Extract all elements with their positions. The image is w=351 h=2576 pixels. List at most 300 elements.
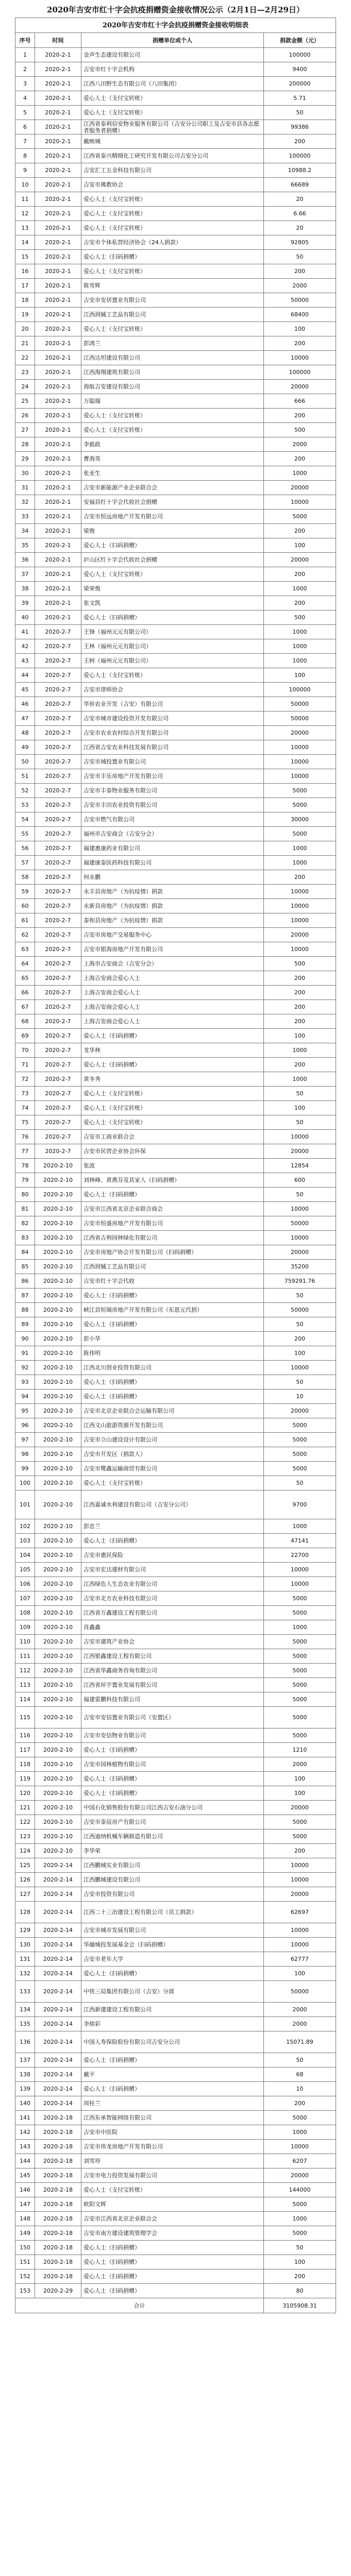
row-number: 2 [15,62,35,77]
table-row [15,683,336,697]
row-date: 2020-2-10 [35,1692,81,1707]
row-amount: 5000 [264,2226,336,2241]
row-donor: 吉安市老年大学 [81,1952,264,1967]
row-donor: 江西鹏城建设有限公司 [81,1873,264,1887]
table-row [15,1188,336,1202]
row-amount: 99386 [264,120,336,134]
row-date: 2020-2-10 [35,1844,81,1858]
row-number: 6 [15,120,35,134]
table-row [15,394,336,409]
row-date: 2020-2-10 [35,1303,81,1317]
table-row [15,1692,336,1707]
row-number: 111 [15,1649,35,1664]
row-donor: 福建康泰医药科技有限公司 [81,856,264,870]
row-amount: 200 [264,567,336,582]
row-donor: 吉安市丰乐房地产开发有限公司 [81,769,264,784]
row-amount: 100000 [264,683,336,697]
row-date: 2020-2-14 [35,1981,81,2003]
row-donor: 张亚生 [81,466,264,481]
row-number: 144 [15,2154,35,2168]
table-row [15,625,336,639]
row-date: 2020-2-1 [35,582,81,596]
row-amount: 50 [264,2241,336,2255]
row-date: 2020-2-14 [35,2031,81,2053]
row-number: 108 [15,1606,35,1620]
row-date: 2020-2-7 [35,1101,81,1115]
table-row [15,1772,336,1786]
row-amount: 200 [264,1000,336,1014]
row-number: 75 [15,1115,35,1130]
row-date: 2020-2-14 [35,1858,81,1873]
row-amount: 100 [264,1029,336,1043]
row-date: 2020-2-10 [35,1476,81,1490]
row-amount: 2000 [264,279,336,293]
row-amount: 5000 [264,1447,336,1462]
table-row [15,1274,336,1289]
header-date: 时间 [35,33,81,48]
row-date: 2020-2-7 [35,957,81,971]
row-donor: 李毅政 [81,437,264,452]
row-donor: 吉安市银海房地产开发有限公司 [81,942,264,957]
row-number: 152 [15,2269,35,2284]
row-donor: 爱心人士（扫码捐赠） [81,1534,264,1548]
row-amount: 10000 [264,2140,336,2154]
row-number: 124 [15,1844,35,1858]
row-donor: 吉安市恒远房地产开发有限公司 [81,510,264,524]
row-date: 2020-2-7 [35,986,81,1000]
row-donor: 彭忠兰 [81,1519,264,1534]
table-row [15,1757,336,1772]
row-number: 31 [15,481,35,495]
table-row [15,1967,336,1981]
row-date: 2020-2-18 [35,2269,81,2284]
table-row [15,611,336,625]
row-donor: 爱心人士（扫码捐赠） [81,2241,264,2255]
row-number: 66 [15,986,35,1000]
row-number: 138 [15,2067,35,2082]
row-number: 38 [15,582,35,596]
table-row [15,106,336,120]
row-number: 28 [15,437,35,452]
row-number: 24 [15,380,35,394]
row-amount: 1210 [264,1743,336,1757]
row-date: 2020-2-10 [35,1815,81,1829]
row-number: 95 [15,1404,35,1418]
row-amount: 12854 [264,1159,336,1173]
row-donor: 吉安市恒盛房地产开发有限公司 [81,1216,264,1231]
table-row [15,308,336,322]
row-amount: 5000 [264,2111,336,2125]
row-number: 125 [15,1858,35,1873]
row-date: 2020-2-7 [35,668,81,683]
row-date: 2020-2-14 [35,1887,81,1902]
row-donor: 爱心人士（扫码捐赠） [81,2269,264,2284]
row-number: 117 [15,1743,35,1757]
row-number: 136 [15,2031,35,2053]
table-row [15,726,336,740]
row-number: 135 [15,2017,35,2031]
row-amount: 1000 [264,625,336,639]
table-row [15,1245,336,1260]
row-amount: 10000 [264,769,336,784]
row-donor: 金声生态建设有限公司 [81,48,264,62]
row-amount: 200 [264,971,336,986]
table-row [15,2111,336,2125]
row-date: 2020-2-10 [35,1649,81,1664]
row-amount: 68400 [264,308,336,322]
table-row [15,336,336,351]
row-donor: 江西新建建设工程有限公司 [81,2003,264,2017]
row-amount: 5000 [264,827,336,841]
row-number: 130 [15,1938,35,1952]
row-donor: 张文凯 [81,596,264,611]
row-date: 2020-2-7 [35,928,81,942]
row-number: 85 [15,1260,35,1274]
row-amount: 1000 [264,2125,336,2140]
row-donor: 江西润铖工艺品有限公司 [81,1260,264,1274]
row-donor: 爱心人士（扫码捐赠） [81,611,264,625]
row-donor: 江西海翔建筑有限公司 [81,365,264,380]
row-date: 2020-2-10 [35,1462,81,1476]
table-row [15,1130,336,1144]
row-number: 101 [15,1490,35,1519]
header-amount: 捐款金额（元） [264,33,336,48]
row-date: 2020-2-14 [35,1952,81,1967]
row-number: 80 [15,1188,35,1202]
row-date: 2020-2-10 [35,1801,81,1815]
table-row [15,899,336,913]
table-row [15,1000,336,1014]
row-amount: 10000 [264,755,336,769]
row-amount: 6.66 [264,207,336,221]
row-amount: 1000 [264,1043,336,1058]
row-date: 2020-2-7 [35,784,81,798]
row-amount: 1000 [264,2212,336,2226]
row-amount: 50 [264,1115,336,1130]
table-row [15,2125,336,2140]
row-donor: 吉安市安信物业有限公司 [81,1728,264,1743]
table-row [15,524,336,538]
row-amount: 66689 [264,178,336,192]
table-body [15,18,336,2313]
row-amount: 100 [264,1346,336,1361]
row-donor: 江西省万鑫建设工程有限公司 [81,1606,264,1620]
table-row [15,322,336,336]
table-row [15,1389,336,1404]
row-date: 2020-2-7 [35,1072,81,1087]
row-number: 122 [15,1815,35,1829]
row-date: 2020-2-7 [35,740,81,755]
row-date: 2020-2-10 [35,1173,81,1188]
table-row [15,423,336,437]
row-number: 99 [15,1462,35,1476]
row-number: 59 [15,885,35,899]
row-amount: 100 [264,1772,336,1786]
row-amount: 10 [264,2082,336,2096]
row-amount: 2000 [264,1757,336,1772]
table-row [15,2140,336,2154]
row-date: 2020-2-1 [35,437,81,452]
row-donor: 爱心人士（扫码捐赠） [81,1375,264,1389]
row-number: 67 [15,1000,35,1014]
row-number: 74 [15,1101,35,1115]
row-donor: 永新县房地产（为抗疫情）捐款 [81,899,264,913]
row-number: 49 [15,740,35,755]
row-number: 13 [15,221,35,235]
row-number: 9 [15,163,35,178]
row-number: 35 [15,538,35,553]
table-row [15,1873,336,1887]
table-row [15,2269,336,2284]
row-date: 2020-2-14 [35,2017,81,2031]
row-donor: 江西文山旅游资源开发有限公司 [81,1418,264,1433]
row-amount: 10000 [264,1130,336,1144]
row-date: 2020-2-7 [35,899,81,913]
row-donor: 吉安市安居置业有限公司 [81,293,264,308]
row-date: 2020-2-1 [35,207,81,221]
table-row [15,1043,336,1058]
row-date: 2020-2-7 [35,1115,81,1130]
row-amount: 5000 [264,1664,336,1678]
row-number: 102 [15,1519,35,1534]
row-number: 147 [15,2197,35,2212]
row-number: 116 [15,1728,35,1743]
row-amount: 5000 [264,784,336,798]
row-number: 97 [15,1433,35,1447]
row-amount: 10000 [264,495,336,510]
row-date: 2020-2-10 [35,1433,81,1447]
table-row [15,1844,336,1858]
row-amount: 5000 [264,1728,336,1743]
table-row [15,1801,336,1815]
row-date: 2020-2-1 [35,149,81,163]
row-date: 2020-2-10 [35,1375,81,1389]
row-amount: 50000 [264,711,336,726]
row-number: 11 [15,192,35,207]
row-amount: 5.71 [264,91,336,106]
row-amount: 10000 [264,1563,336,1577]
row-amount: 1000 [264,466,336,481]
row-number: 145 [15,2168,35,2183]
row-date: 2020-2-1 [35,48,81,62]
row-donor: 梁俊 [81,524,264,538]
row-amount: 10000 [264,740,336,755]
row-donor: 吉安市北方农业科技有限公司 [81,1591,264,1606]
row-donor: 吉安市开发区（捐款人） [81,1447,264,1462]
table-row [15,437,336,452]
row-number: 52 [15,784,35,798]
row-number: 107 [15,1591,35,1606]
row-donor: 吉安市伟龙房地产开发有限公司 [81,2140,264,2154]
row-date: 2020-2-1 [35,538,81,553]
row-amount: 10000 [264,351,336,365]
row-donor: 爱心人士（支付宝转账） [81,1115,264,1130]
row-donor: 爱心人士（支付宝转账） [81,567,264,582]
row-number: 121 [15,1801,35,1815]
table-row [15,466,336,481]
row-amount: 20000 [264,481,336,495]
table-row [15,1216,336,1231]
row-amount: 50 [264,106,336,120]
row-donor: 李熔彩 [81,2017,264,2031]
row-amount: 10000 [264,1577,336,1591]
table-row [15,2053,336,2067]
row-number: 19 [15,308,35,322]
row-number: 33 [15,510,35,524]
row-number: 82 [15,1216,35,1231]
table-row [15,1404,336,1418]
table-row [15,1159,336,1173]
row-amount: 2000 [264,2003,336,2017]
table-row [15,452,336,466]
table-row [15,293,336,308]
row-amount: 50000 [264,1981,336,2003]
row-donor: 爱心人士（扫码捐赠） [81,1029,264,1043]
table-row [15,120,336,134]
row-amount: 50 [264,1375,336,1389]
row-amount: 100 [264,668,336,683]
row-date: 2020-2-1 [35,279,81,293]
row-amount: 2000 [264,2017,336,2031]
table-row [15,913,336,928]
row-number: 53 [15,798,35,812]
row-date: 2020-2-1 [35,235,81,250]
row-number: 62 [15,928,35,942]
row-amount: 20000 [264,2168,336,2183]
row-amount: 5000 [264,1433,336,1447]
row-donor: 吉安市园林植物有限公司 [81,1757,264,1772]
row-date: 2020-2-10 [35,1757,81,1772]
row-donor: 江西迪纳机械车辆制造有限公司 [81,1829,264,1844]
row-number: 71 [15,1058,35,1072]
row-date: 2020-2-1 [35,466,81,481]
table-row [15,235,336,250]
row-amount: 100000 [264,48,336,62]
row-number: 55 [15,827,35,841]
row-donor: 爱心人士（扫码捐赠） [81,1772,264,1786]
row-donor: 华侨农业开发（吉安）有限公司 [81,697,264,711]
table-row [15,1101,336,1115]
row-amount: 6207 [264,2154,336,2168]
row-date: 2020-2-1 [35,322,81,336]
row-donor: 爱心人士（支付宝转账） [81,207,264,221]
row-number: 63 [15,942,35,957]
row-date: 2020-2-10 [35,1786,81,1801]
row-donor: 陈雪辉 [81,279,264,293]
row-date: 2020-2-7 [35,639,81,654]
row-amount: 9400 [264,62,336,77]
table-row [15,409,336,423]
table-title: 2020年吉安市红十字会抗疫捐赠资金接收明细表 [15,18,336,33]
row-amount: 50000 [264,293,336,308]
table-row [15,942,336,957]
row-date: 2020-2-18 [35,2197,81,2212]
row-amount: 50 [264,250,336,264]
table-row [15,1260,336,1274]
table-row [15,1346,336,1361]
row-donor: 爱心人士（扫码捐赠） [81,1188,264,1202]
row-donor: 吉安市丰田农业投资有限公司 [81,798,264,812]
row-date: 2020-2-10 [35,1188,81,1202]
row-number: 22 [15,351,35,365]
row-donor: 江西省环宇置业发展有限公司 [81,1678,264,1692]
row-donor: 爱心人士（支付宝转账） [81,264,264,279]
row-amount: 2000 [264,437,336,452]
row-date: 2020-2-10 [35,1829,81,1844]
row-donor: 黄冬秀 [81,1072,264,1087]
table-row [15,279,336,293]
table-row [15,91,336,106]
row-amount: 50 [264,1476,336,1490]
row-amount: 100000 [264,149,336,163]
row-donor: 吉安市鹭鑫运输商贸有限公司 [81,1462,264,1476]
row-date: 2020-2-1 [35,452,81,466]
row-date: 2020-2-14 [35,1938,81,1952]
row-date: 2020-2-7 [35,812,81,827]
table-row [15,553,336,567]
row-donor: 刘雪珍 [81,2154,264,2168]
table-row [15,1029,336,1043]
row-date: 2020-2-7 [35,654,81,668]
row-amount: 666 [264,394,336,409]
row-number: 51 [15,769,35,784]
row-date: 2020-2-1 [35,106,81,120]
row-donor: 江西省吉利园林绿化有限公司 [81,1231,264,1245]
row-amount: 35200 [264,1260,336,1274]
row-date: 2020-2-7 [35,1144,81,1159]
table-row [15,1072,336,1087]
table-row [15,192,336,207]
row-donor: 王林（福州元元有限公司） [81,639,264,654]
row-date: 2020-2-1 [35,178,81,192]
row-number: 129 [15,1923,35,1938]
row-date: 2020-2-14 [35,2003,81,2017]
row-date: 2020-2-18 [35,2183,81,2197]
row-amount: 10000 [264,1858,336,1873]
row-date: 2020-2-10 [35,1534,81,1548]
row-donor: 李华荣 [81,1844,264,1858]
row-number: 30 [15,466,35,481]
row-donor: 爱心人士（扫码捐赠） [81,1058,264,1072]
row-date: 2020-2-10 [35,1635,81,1649]
row-donor: 爱心人士（扫码捐赠） [81,250,264,264]
total-row [15,2298,336,2313]
row-amount: 200 [264,2096,336,2111]
row-date: 2020-2-7 [35,942,81,957]
row-number: 50 [15,755,35,769]
row-amount: 10000 [264,1202,336,1216]
table-row [15,668,336,683]
table-row [15,221,336,235]
row-date: 2020-2-7 [35,1130,81,1144]
row-date: 2020-2-1 [35,77,81,91]
row-date: 2020-2-10 [35,1245,81,1260]
row-amount: 20000 [264,928,336,942]
row-donor: 爱心人士（支付宝转账） [81,423,264,437]
row-amount: 200 [264,596,336,611]
row-donor: 吉安汇工五金科技有限公司 [81,163,264,178]
row-date: 2020-2-14 [35,2053,81,2067]
row-number: 112 [15,1664,35,1678]
table-row [15,841,336,856]
row-donor: 吉安市建筑产业协会 [81,1635,264,1649]
row-amount: 5000 [264,1649,336,1664]
table-row [15,769,336,784]
table-row [15,1375,336,1389]
row-date: 2020-2-10 [35,1728,81,1743]
row-date: 2020-2-10 [35,1274,81,1289]
row-donor: 上海市吉安商会（吉安分会） [81,957,264,971]
